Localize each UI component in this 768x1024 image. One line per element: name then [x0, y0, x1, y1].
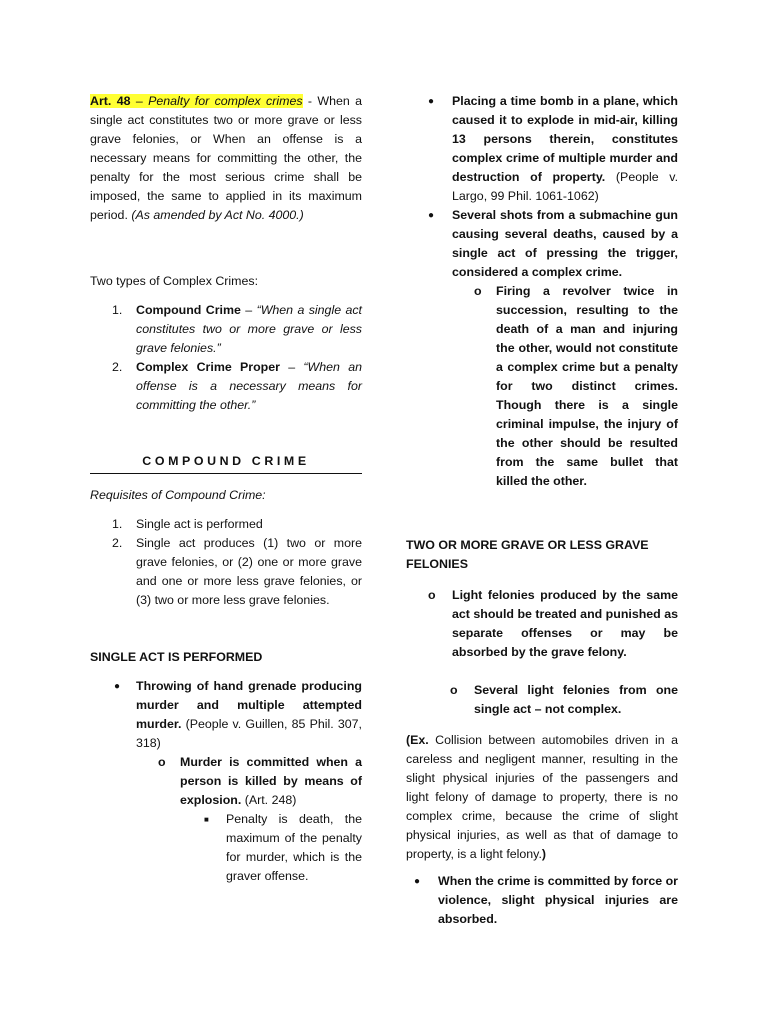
- type-item-2: [90, 358, 362, 415]
- single-act-heading: SINGLE ACT IS PERFORMED: [90, 650, 263, 664]
- type-dash: –: [240, 303, 257, 317]
- requisites-list: [90, 515, 362, 610]
- type-item-1: [90, 301, 362, 358]
- requisite-number: 1.: [112, 517, 123, 531]
- circle-bullet-icon: o: [450, 683, 458, 697]
- example-open: (Ex.: [406, 733, 429, 747]
- example-text: Collision between automobiles driven in a careless and negligent manner, resulting in the slight physical injuries of the passengers and light felony of damage to property, there is no complex crime, because the crime of slight physical injuries, as well as that of damage to property, is a light felony.: [406, 733, 678, 861]
- requisite-text: Single act is performed: [136, 517, 263, 531]
- o-item-light-felonies: [406, 586, 678, 662]
- bullet-icon: ●: [114, 681, 121, 692]
- circle-bullet-icon: o: [428, 588, 436, 602]
- type-dash: –: [279, 360, 304, 374]
- square-bullet-icon: ■: [204, 815, 209, 824]
- types-list: [90, 301, 362, 415]
- article-label: Art. 48: [90, 94, 131, 108]
- two-or-more-heading: TWO OR MORE GRAVE OR LESS GRAVE FELONIES: [406, 538, 649, 571]
- type-number: 1.: [112, 303, 123, 317]
- bullet-icon: ●: [414, 876, 421, 887]
- requisite-item-2: [90, 534, 362, 610]
- bullet-submachine-gun: [406, 206, 678, 282]
- types-heading: Two types of Complex Crimes:: [90, 274, 259, 288]
- requisites-heading: Requisites of Compound Crime:: [90, 488, 266, 502]
- bullet-text: Throwing of hand grenade producing murder and multiple attempted murder.: [136, 679, 362, 731]
- type-term: Complex Crime Proper: [136, 360, 280, 374]
- article-highlight: [90, 94, 303, 108]
- sub-sub-bullet-text: Penalty is death, the maximum of the penalty for murder, which is the graver offense.: [226, 812, 362, 883]
- compound-crime-heading: COMPOUND CRIME: [142, 454, 310, 468]
- bullet-text: Placing a time bomb in a plane, which caused it to explode in mid-air, killing 13 persons therein, constitutes complex crime of multiple murder and destruction of property.: [452, 94, 678, 184]
- sub-bullet-murder: [90, 753, 362, 810]
- compound-crime-heading-block: [90, 452, 362, 474]
- article-text: - When a single act constitutes two or more grave or less grave felonies, or When an offense is a necessary means for committing the other, the penalty for the most serious crime shall be imposed, the same to applied in its maximum period.: [90, 94, 362, 222]
- o-item-several-light: [406, 681, 678, 719]
- example-close: ): [541, 847, 547, 861]
- article-title: Penalty for complex crimes: [148, 94, 303, 108]
- bullet-force-violence: [406, 872, 678, 929]
- sub-bullet-citation: (Art. 248): [241, 793, 297, 807]
- type-term: Compound Crime: [136, 303, 241, 317]
- bullet-citation: (People v. Largo, 99 Phil. 1061-1062): [452, 170, 679, 203]
- example-paragraph: [406, 731, 678, 864]
- sub-bullet-text: Murder is committed when a person is killed by means of explosion.: [180, 755, 362, 807]
- bullet-citation: (People v. Guillen, 85 Phil. 307, 318): [136, 717, 362, 750]
- article-48-paragraph: [90, 92, 362, 225]
- type-definition: “When a single act constitutes two or more grave or less grave felonies.”: [136, 303, 362, 355]
- bullet-time-bomb: [406, 92, 678, 206]
- requisite-text: Single act produces (1) two or more grave felonies, or (2) one or more grave and one or more less grave felonies, or (3) two or more less grave felonies.: [136, 536, 362, 607]
- article-dash: –: [130, 94, 149, 108]
- circle-bullet-icon: o: [158, 755, 166, 769]
- sub-bullet-text: Firing a revolver twice in succession, resulting to the death of a man and injuring the other, would not constitute a complex crime but a penalty for two distinct crimes. Though there is a single criminal impulse, the injury of the other should be resulted from the same bullet that killed the other.: [496, 284, 678, 488]
- bullet-hand-grenade: [90, 677, 362, 753]
- article-amendment: (As amended by Act No. 4000.): [131, 208, 304, 222]
- sub-bullet-revolver: [406, 282, 678, 491]
- bullet-icon: ●: [428, 96, 435, 107]
- bullet-text: Several shots from a submachine gun causing several deaths, caused by a single act of pressing the trigger, considered a complex crime.: [452, 208, 678, 279]
- sub-sub-bullet-penalty: [90, 810, 362, 886]
- bullet-icon: ●: [428, 210, 435, 221]
- left-column: [90, 92, 362, 886]
- type-number: 2.: [112, 360, 123, 374]
- requisite-item-1: [90, 515, 362, 534]
- type-definition: “When an offense is a necessary means for committing the other.”: [136, 360, 362, 412]
- circle-bullet-icon: o: [474, 284, 482, 298]
- requisite-number: 2.: [112, 536, 123, 550]
- o-item-text: Light felonies produced by the same act should be treated and punished as separate offenses or may be absorbed by the grave felony.: [452, 588, 678, 659]
- o-item-text: Several light felonies from one single act – not complex.: [474, 683, 678, 716]
- bullet-text: When the crime is committed by force or violence, slight physical injuries are absorbed.: [438, 874, 678, 926]
- right-column: [406, 92, 678, 929]
